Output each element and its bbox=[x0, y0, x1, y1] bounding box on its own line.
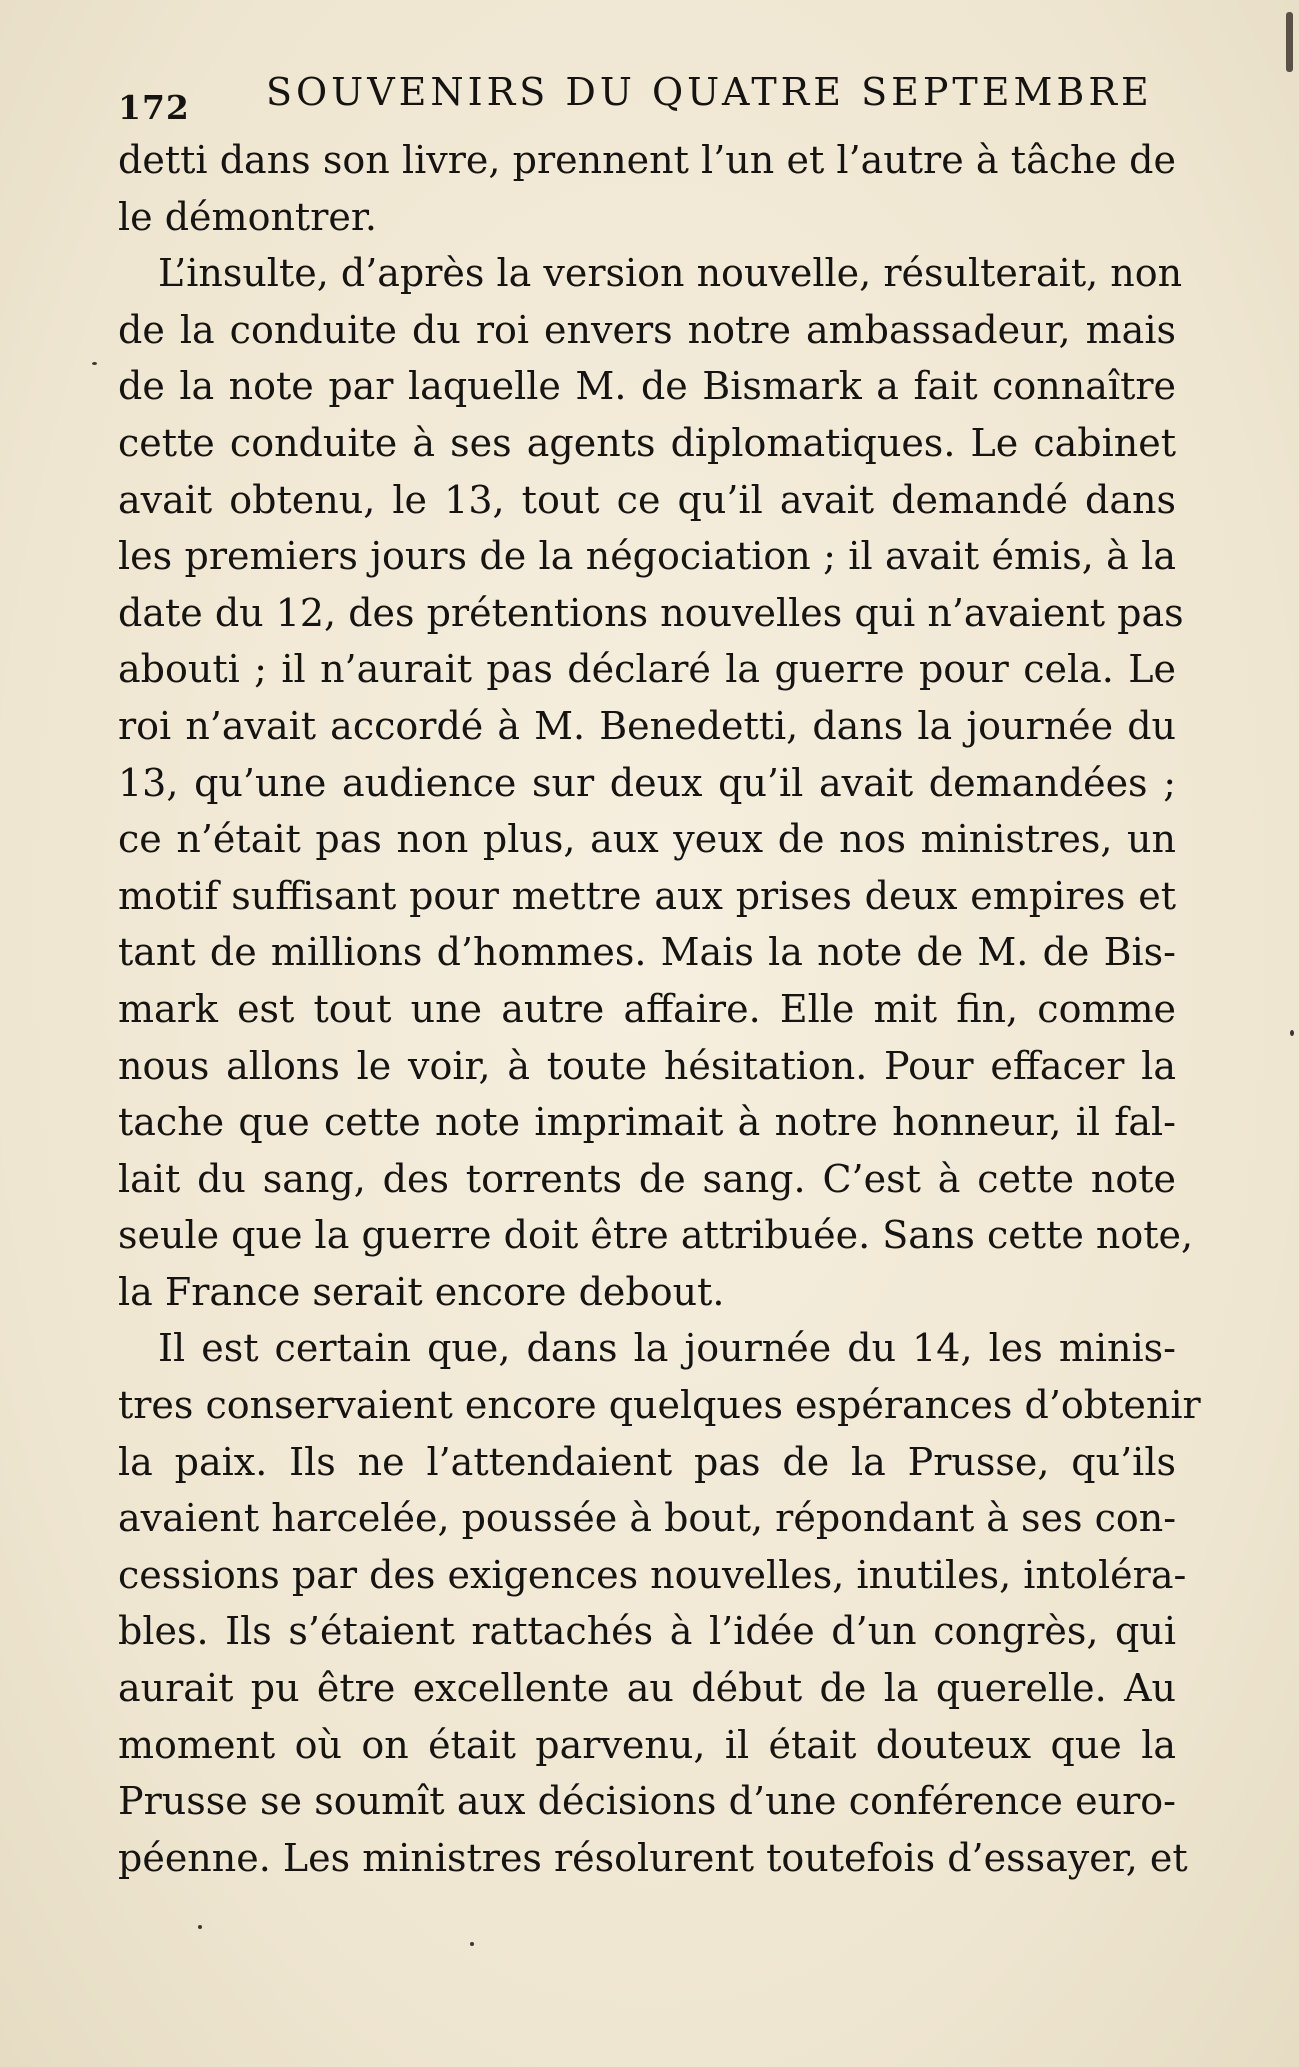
text-line: avaient harcelée, poussée à bout, répondant à ses con- bbox=[118, 1496, 1177, 1541]
text-line: péenne. Les ministres résolurent toutefois d’essayer, et bbox=[118, 1835, 1188, 1880]
text-line: detti dans son livre, prennent l’un et l’autre à tâche de bbox=[118, 138, 1176, 182]
running-head: SOUVENIRS DU QUATRE SEPTEMBRE bbox=[266, 70, 1153, 114]
text-line: aurait pu être excellente au début de la querelle. Au bbox=[118, 1666, 1176, 1711]
text-line: nous allons le voir, à toute hésitation. Pour effacer la bbox=[118, 1043, 1176, 1088]
paragraph-start-line: Il est certain que, dans la journée du 14, les minis- bbox=[158, 1326, 1176, 1371]
paragraph-start-line: L’insulte, d’après la version nouvelle, résulterait, non bbox=[158, 251, 1183, 296]
body-text bbox=[118, 132, 1201, 1886]
page-header bbox=[118, 60, 1178, 140]
text-line: cette conduite à ses agents diplomatiques. Le cabinet bbox=[118, 420, 1176, 465]
text-line: Prusse se soumît aux décisions d’une conférence euro- bbox=[118, 1779, 1176, 1824]
text-line: seule que la guerre doit être attribuée. Sans cette note, bbox=[118, 1213, 1194, 1258]
ink-speck bbox=[1290, 1030, 1294, 1036]
ink-speck bbox=[1286, 12, 1293, 72]
text-line: roi n’avait accordé à M. Benedetti, dans la journée du bbox=[118, 703, 1176, 748]
text-line: tant de millions d’hommes. Mais la note de M. de Bis- bbox=[118, 930, 1176, 975]
ink-speck bbox=[198, 1925, 202, 1929]
page-number: 172 bbox=[118, 88, 190, 127]
text-line: date du 12, des prétentions nouvelles qui n’avaient pas bbox=[118, 590, 1184, 635]
text-line: tache que cette note imprimait à notre honneur, il fal- bbox=[118, 1100, 1176, 1145]
text-line: de la conduite du roi envers notre ambassadeur, mais bbox=[118, 307, 1176, 352]
text-line: motif suffisant pour mettre aux prises deux empires et bbox=[118, 873, 1176, 918]
text-line: 13, qu’une audience sur deux qu’il avait demandées ; bbox=[118, 760, 1176, 805]
text-line: les premiers jours de la négociation ; il avait émis, à la bbox=[118, 534, 1176, 579]
text-line: avait obtenu, le 13, tout ce qu’il avait demandé dans bbox=[118, 477, 1176, 522]
ink-speck bbox=[92, 362, 97, 365]
text-line: lait du sang, des torrents de sang. C’est à cette note bbox=[118, 1156, 1176, 1201]
text-line: la paix. Ils ne l’attendaient pas de la Prusse, qu’ils bbox=[118, 1439, 1176, 1484]
text-line: moment où on était parvenu, il était douteux que la bbox=[118, 1722, 1176, 1767]
text-line: tres conservaient encore quelques espérances d’obtenir bbox=[118, 1383, 1201, 1428]
text-line: bles. Ils s’étaient rattachés à l’idée d’un congrès, qui bbox=[118, 1609, 1176, 1654]
text-line: cessions par des exigences nouvelles, inutiles, intoléra- bbox=[118, 1552, 1187, 1597]
text-line: abouti ; il n’aurait pas déclaré la guerre pour cela. Le bbox=[118, 647, 1176, 692]
text-line: mark est tout une autre affaire. Elle mit fin, comme bbox=[118, 986, 1176, 1031]
text-line: la France serait encore debout. bbox=[118, 1269, 725, 1314]
text-line: le démontrer. bbox=[118, 194, 377, 239]
text-line: de la note par laquelle M. de Bismark a fait connaître bbox=[118, 364, 1176, 409]
text-line: ce n’était pas non plus, aux yeux de nos ministres, un bbox=[118, 817, 1176, 862]
ink-speck bbox=[470, 1942, 474, 1946]
